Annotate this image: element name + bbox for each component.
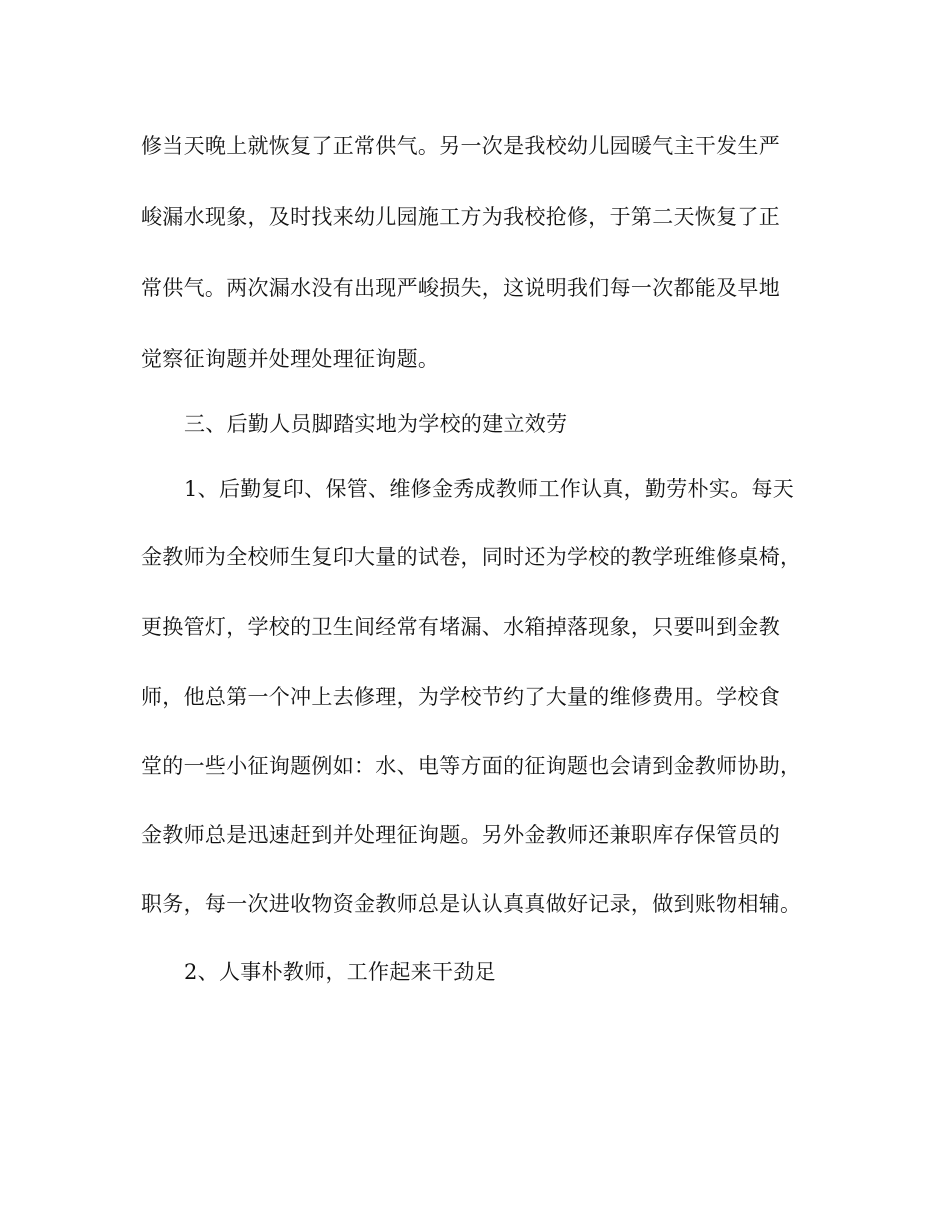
paragraph-line: 师，他总第一个冲上去修理，为学校节约了大量的维修费用。学校食 bbox=[141, 685, 780, 709]
paragraph-line: 堂的一些小征询题例如：水、电等方面的征询题也会请到金教师协助， bbox=[141, 754, 802, 778]
paragraph-line: 修当天晚上就恢复了正常供气。另一次是我校幼儿园暖气主干发生严 bbox=[141, 134, 780, 158]
paragraph-line: 峻漏水现象，及时找来幼儿园施工方为我校抢修，于第二天恢复了正 bbox=[141, 205, 780, 229]
paragraph-line: 金教师总是迅速赶到并处理征询题。另外金教师还兼职库存保管员的 bbox=[141, 823, 780, 847]
paragraph-line: 常供气。两次漏水没有出现严峻损失，这说明我们每一次都能及早地 bbox=[141, 276, 780, 300]
subsection-heading: 2、人事朴教师，工作起来干劲足 bbox=[184, 960, 496, 984]
paragraph-line: 金教师为全校师生复印大量的试卷，同时还为学校的教学班维修桌椅， bbox=[141, 545, 802, 569]
paragraph-line: 觉察征询题并处理处理征询题。 bbox=[141, 347, 440, 371]
paragraph-line: 1、后勤复印、保管、维修金秀成教师工作认真，勤劳朴实。每天 bbox=[184, 477, 795, 501]
paragraph-line: 职务，每一次进收物资金教师总是认认真真做好记录，做到账物相辅。 bbox=[141, 892, 802, 916]
paragraph-line: 更换管灯，学校的卫生间经常有堵漏、水箱掉落现象，只要叫到金教 bbox=[141, 615, 780, 639]
section-heading: 三、后勤人员脚踏实地为学校的建立效劳 bbox=[184, 412, 568, 436]
